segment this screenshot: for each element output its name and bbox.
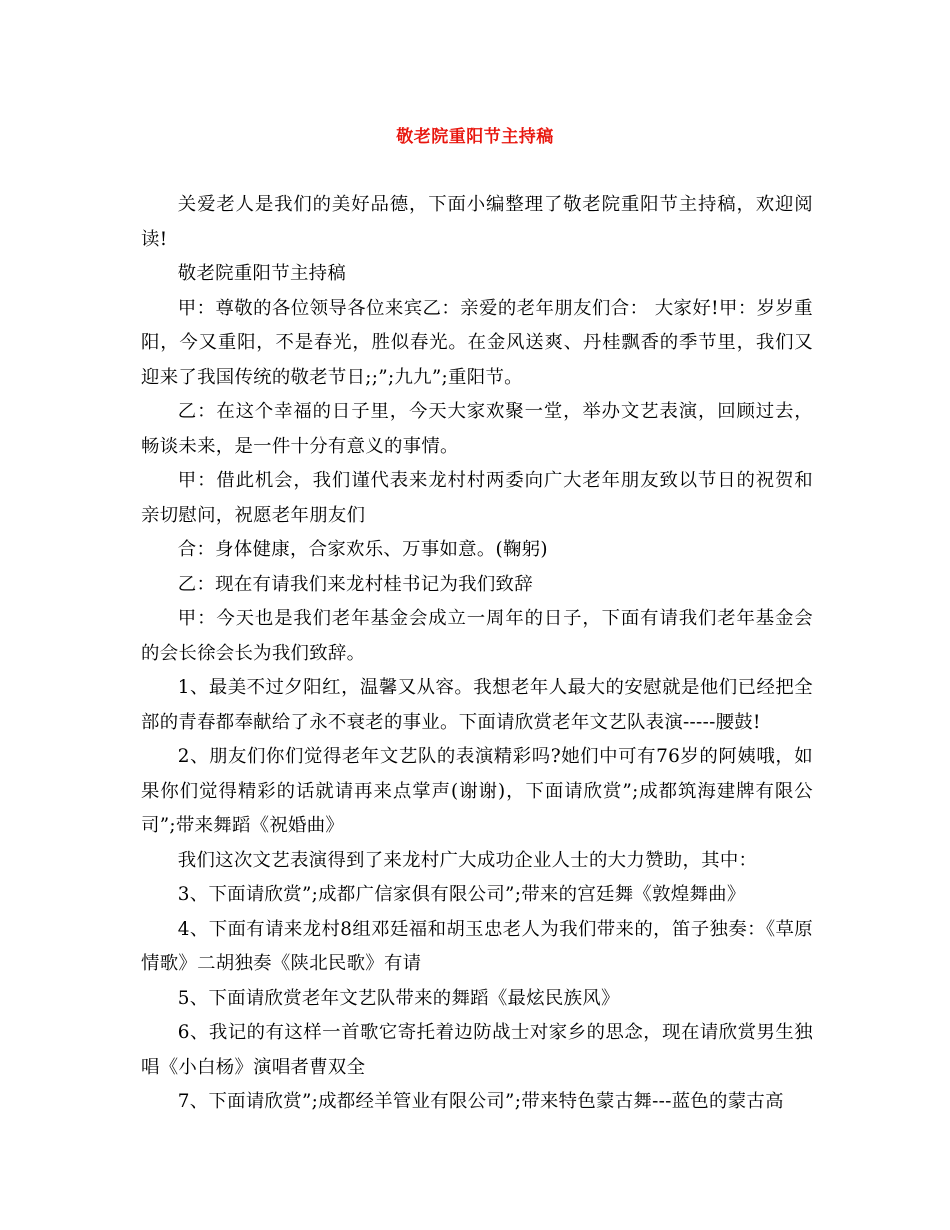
paragraph: 6、我记的有这样一首歌它寄托着边防战士对家乡的思念，现在请欣赏男生独唱《小白杨》演唱者曹双全 [141,1022,813,1078]
paragraph: 5、下面请欣赏老年文艺队带来的舞蹈《最炫民族风》 [177,987,620,1009]
document-title: 敬老院重阳节主持稿 [396,127,554,147]
paragraph: 乙：现在有请我们来龙村桂书记为我们致辞 [177,573,533,595]
paragraph: 4、下面有请来龙村8组邓廷福和胡玉忠老人为我们带来的，笛子独奏：《草原情歌》二胡独奏《陕北民歌》有请 [141,918,813,974]
document-body [141,188,813,1120]
paragraph: 3、下面请欣赏”;成都广信家俱有限公司”;带来的宫廷舞《敦煌舞曲》 [177,884,746,905]
paragraph: 我们这次文艺表演得到了来龙村广大成功企业人士的大力赞助，其中： [177,849,758,871]
paragraph: 甲：尊敬的各位领导各位来宾乙：亲爱的老年朋友们合： 大家好!甲：岁岁重阳，今又重阳，不是春光，胜似春光。在金风送爽、丹桂飘香的季节里，我们又迎来了我国传统的敬老节日;;”;九九”;重阳节。 [141,297,813,388]
paragraph: 甲：借此机会，我们谨代表来龙村村两委向广大老年朋友致以节日的祝贺和亲切慰问，祝愿老年朋友们 [141,470,813,526]
paragraph: 7、下面请欣赏”;成都经羊管业有限公司”;带来特色蒙古舞---蓝色的蒙古高 [177,1091,784,1112]
paragraph: 乙：在这个幸福的日子里，今天大家欢聚一堂，举办文艺表演，回顾过去，畅谈未来，是一件十分有意义的事情。 [141,401,813,457]
paragraph: 1、最美不过夕阳红，温馨又从容。我想老年人最大的安慰就是他们已经把全部的青春都奉献给了永不衰老的事业。下面请欣赏老年文艺队表演-----腰鼓! [141,677,813,733]
paragraph: 2、朋友们你们觉得老年文艺队的表演精彩吗?她们中可有76岁的阿姨哦，如果你们觉得精彩的话就请再来点掌声(谢谢)，下面请欣赏”;成都筑海建牌有限公司”;带来舞蹈《祝婚曲》 [141,746,813,836]
paragraph: 甲：今天也是我们老年基金会成立一周年的日子，下面有请我们老年基金会的会长徐会长为我们致辞。 [141,608,813,664]
paragraph: 合：身体健康，合家欢乐、万事如意。(鞠躬) [177,539,548,560]
paragraph: 关爱老人是我们的美好品德，下面小编整理了敬老院重阳节主持稿，欢迎阅读! [141,194,813,250]
paragraph: 敬老院重阳节主持稿 [177,263,347,284]
